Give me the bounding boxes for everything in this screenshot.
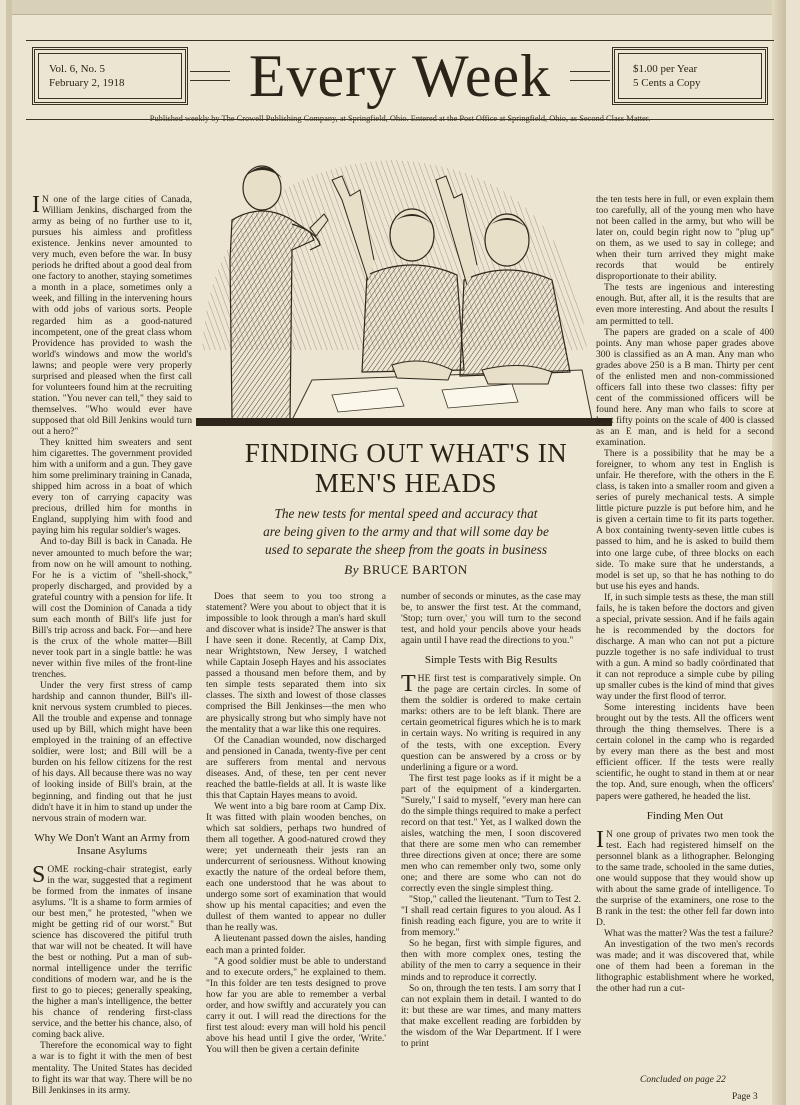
paragraph: And to-day Bill is back in Canada. He never amounted to much before the war; from now on he will amount to nothing. For he is a victim of "shell-shock," properly discharged, and provided by a grateful country with a pension for life. It will cost the Dominion of Canada a tidy sum each month of Bill's life just for Bill's trip across and back. For—and here is the crux of the whole matter—Bill never took part in a single battle: he was never within five miles of the front-line trenches.	[32, 536, 192, 681]
paragraph: "A good soldier must be able to understand and to execute orders," he explained to them. "In this folder are ten tests designed to prove how far you are able to remember a verbal order, and how swiftly and accurately you can carry it out. I will read the directions for the first test aloud: every man will hold his pencil above his head until I give the order, 'Write.' You will then be given a certain definite	[206, 955, 386, 1055]
paragraph: the ten tests here in full, or even explain them too carefully, all of the young men who have not been called in the army, but who will be later on, could begin right now to "plug up" on them, as we used to say in college; and when their turn arrived they might make records that would be entirely disproportionate to their ability.	[596, 194, 774, 283]
paragraph: There is a possibility that he may be a foreigner, to whom any test in English is unfair. He therefore, with the others in the E class, is taken into a smaller room and given a series of purely mechanical tests. A simple little picture puzzle is put before him, and he is given a certain time to fit its parts together. A box containing twenty-seven little cubes is passed to him, and he is asked to build them into one large cube, of three blocks on each side. To make sure that he understands, a model is set up, so that he has nothing to do but use his eyes and hands.	[596, 448, 774, 592]
column-2	[206, 591, 386, 1055]
paragraph: Under the very first stress of camp hardship and cannon thunder, Bill's ill-knit nervous system crumbled to pieces. All the trouble and expense and tonnage used up by Bill, which might have been employed in the training of an effective soldier, were lost; and Bill will be a burden on his fellow citizens for the rest of his days. All because there was no way of looking inside of Bill's brain, at the beginning, and finding out that he just didn't have it in him to stand up under the nervous strain of modern war.	[32, 680, 192, 824]
price-year: $1.00 per Year	[633, 63, 698, 75]
byline	[202, 562, 610, 578]
issue-box	[32, 47, 188, 105]
headline-line-2: MEN'S HEADS	[314, 468, 498, 498]
paragraph: Does that seem to you too strong a statement? Were you about to object that it is impossible to look through a man's hard skull and discover what is inside? The answer is that I have seen it done. Recently, at Camp Dix, near Wrightstown, New Jersey, I watched while Captain Joseph Hayes and his associates passed a thousand men before them, and by ten simple tests separated them into six classes. The sixth and lowest of those classes comprised the Bill Jenkinses—the men who are physically strong but who simply have not the mentality that a war like this one requires.	[206, 591, 386, 735]
volume-number: Vol. 6, No. 5	[49, 63, 106, 75]
paragraph: We went into a big bare room at Camp Dix. It was fitted with plain wooden benches, on which sat soldiers, perhaps two hundred of them all together. A good-natured crowd they were; yet underneath their jests ran an undercurrent of seriousness. Without knowing exactly the nature of the ordeal before them, each one understood that he was about to undergo some sort of examination that would show up his mental capacities; and even the dullest of them wanted to appear no duller than he really was.	[206, 800, 386, 934]
paragraph: What was the matter? Was the test a failure?	[604, 928, 774, 939]
paragraph: The tests are ingenious and interesting enough. But, after all, it is the results that are even more interesting. And about the results I am permitted to tell.	[596, 282, 774, 327]
column-3	[401, 591, 581, 1049]
price-box	[612, 47, 768, 105]
subheading: Finding Men Out	[646, 809, 724, 822]
continuation-note: Concluded on page 22	[640, 1075, 726, 1085]
illustration-soldiers-oath	[192, 140, 592, 420]
paragraph: IN one of the large cities of Canada, William Jenkins, discharged from the army as being of no further use to it, pursues his aimless and profitless existence. Jenkins never amounted to very much, even before the war. In busy periods he drifted about a good deal from one factory to another, staying sometimes a month in a place, sometimes only a week, and filling in the intervening hours with odd jobs of various sorts. People regarded him as a good-natured incompetent, one of the great class whom Providence has provided to wash the world's windows and mow the world's lawns; and people were very properly surprised and pleased when the first call for volunteers found him at the recruiting station. "You never can tell," they said to themselves. "Who would ever have supposed that old Bill Jenkins would turn out a hero?"	[32, 192, 192, 437]
deck-line-1: The new tests for mental speed and accuracy that	[274, 506, 538, 521]
article-headline	[202, 438, 610, 498]
paragraph: They knitted him sweaters and sent him cigarettes. The government provided him with a uniform and a gun. They gave him some preliminary training in Canada, shipped him across in a boat of which every ton of carrying capacity was precious, drilled him for months in England, supplying him with food and paying him his regular soldier's wages.	[32, 437, 192, 537]
paragraph: So he began, first with simple figures, and then with more complex ones, testing the ability of the men to carry a sequence in their minds and to reproduce it correctly.	[401, 938, 581, 983]
column-4	[596, 194, 774, 994]
magazine-title: Every Week	[248, 43, 552, 109]
author-name: BRUCE BARTON	[362, 562, 468, 577]
issue-date: February 2, 1918	[49, 77, 125, 89]
magazine-page	[6, 0, 786, 1105]
paragraph: Some interesting incidents have been brought out by the tests. All the officers went through the thing themselves. There is a certain colonel in the camp who is regarded by every man there as the best and most efficient officer. If the tests were really scientific, he ought to stand in them at or near the top. And, sure enough, when the officers' papers were gathered, he headed the list.	[596, 702, 774, 802]
paragraph: SOME rocking-chair strategist, early in the war, suggested that a regiment be formed from the inmates of insane asylums. "It is a shame to form armies of our best men," he protested, "when we might be getting rid of our worst." But science has discovered the pitiful truth that war will not be cheated. It will have the best or nothing. Put a man of sub-normal intelligence under the terrific conditions of modern war, and he is the first to go to pieces; generally speaking, the higher a man's intelligence, the better his chance of rendering first-class service, and the better his chance, also, of coming back alive.	[32, 861, 192, 1041]
masthead	[26, 40, 774, 120]
paragraph: "Stop," called the lieutenant. "Turn to Test 2. "I shall read certain figures to you aloud. As I finish reading each figure, you are to write it from memory."	[401, 894, 581, 939]
deck-line-3: used to separate the sheep from the goats in business	[264, 542, 548, 557]
paragraph: Of the Canadian wounded, now discharged and pensioned in Canada, twenty-five per cent are sufferers from mental and nervous diseases. And, of these, ten per cent never reached the battle-fields at all. It is waste like this that Captain Hayes means to avoid.	[206, 734, 386, 801]
paragraph: Therefore the economical way to fight a war is to fight it with the men of best mentality. The United States has decided to fight its war that way. There will be no Bill Jenkinses in its army.	[32, 1040, 192, 1096]
left-page-shadow	[6, 0, 12, 1105]
rule-right	[570, 71, 610, 81]
paragraph: A lieutenant passed down the aisles, handing each man a printed folder.	[206, 933, 386, 956]
paragraph: THE first test is comparatively simple. On the page are certain circles. In some of them the soldier is ordered to make certain marks: others are to be left blank. There are certain geometrical figures which he is to mark in certain ways. No writing is required in any of the tests, with one exception. Every question can be answered by a cross or by underlining a figure or a word.	[401, 671, 581, 773]
headline-line-1: FINDING OUT WHAT'S IN	[244, 438, 568, 468]
paragraph: IN one group of privates two men took the test. Each had registered himself on the personnel blank as a lithographer. Belonging to the same trade, schooled in the same duties, one would suppose that they would show up with about the same grade of intelligence. To the surprise of the examiners, one rose to the B rank in the test: the other fell far down into D.	[596, 826, 774, 928]
paragraph: An investigation of the two men's records was made; and it was discovered that, while one of them had been a foreman in the lithographic establishment where he worked, the other had run a cut-	[596, 939, 774, 995]
paragraph: The papers are graded on a scale of 400 points. Any man whose paper grades above 300 is classified as an A man. Any man who grades above 250 is a B man. Thirty per cent of the enlisted men and non-commissioned officers fall into these two classes: fifty per cent of the commissioned officers will be found here. Any man who fails to score at least fifty points on the scale of 400 is classed as an E man, and is held for a second examination.	[596, 326, 774, 449]
right-page-edge	[772, 0, 786, 1105]
paragraph: number of seconds or minutes, as the case may be, to answer the first test. At the command, 'Stop; turn over,' you will turn to the second test, and hold your pencils above your heads again until I have read the directions to you."	[401, 591, 581, 647]
deck-line-2: are being given to the army and that will some day be	[263, 524, 549, 539]
page-number: Page 3	[732, 1092, 758, 1102]
title-divider-bar	[196, 418, 612, 426]
paragraph: So on, through the ten tests. I am sorry that I can not explain them in detail. I wanted to do it: but these are war times, and many matters that make excellent reading are forbidden by the wisdom of the War Department. If I were to print	[401, 982, 581, 1049]
paragraph: The first test page looks as if it might be a part of the equipment of a kindergarten. "Surely," I said to myself, "every man here can do the simple things required to make a perfect record on that test." Yet, as I walked down the aisles, watching the men, I soon discovered that there are some men who can remember three directions given at once; there are some men who can remember only two, some only one; and there are some who can not do correctly even the single simplest thing.	[401, 772, 581, 895]
paragraph: If, in such simple tests as these, the man still fails, he is taken before the doctors and given a special, private session. And if he fails again he is recommended by the doctors for discharge. A man who can not put a picture puzzle together is no safe individual to trust with a gun. A mind so badly coördinated that it can not reproduce a simple cube by piling up smaller cubes is the kind of mind that gives way under the first flood of terror.	[596, 591, 774, 703]
subheading: Simple Tests with Big Results	[424, 654, 558, 667]
byline-prefix: By	[344, 562, 359, 577]
subheading: Why We Don't Want an Army from Insane Asylums	[34, 831, 190, 857]
column-1	[32, 194, 192, 1096]
article-deck	[228, 505, 584, 559]
publication-note: Published weekly by The Crowell Publishing Company, at Springfield, Ohio. Entered at the Post Office at Springfield, Ohio, as Second Class Matter.	[149, 114, 651, 123]
top-binding-strip	[6, 0, 786, 15]
price-copy: 5 Cents a Copy	[633, 77, 701, 89]
